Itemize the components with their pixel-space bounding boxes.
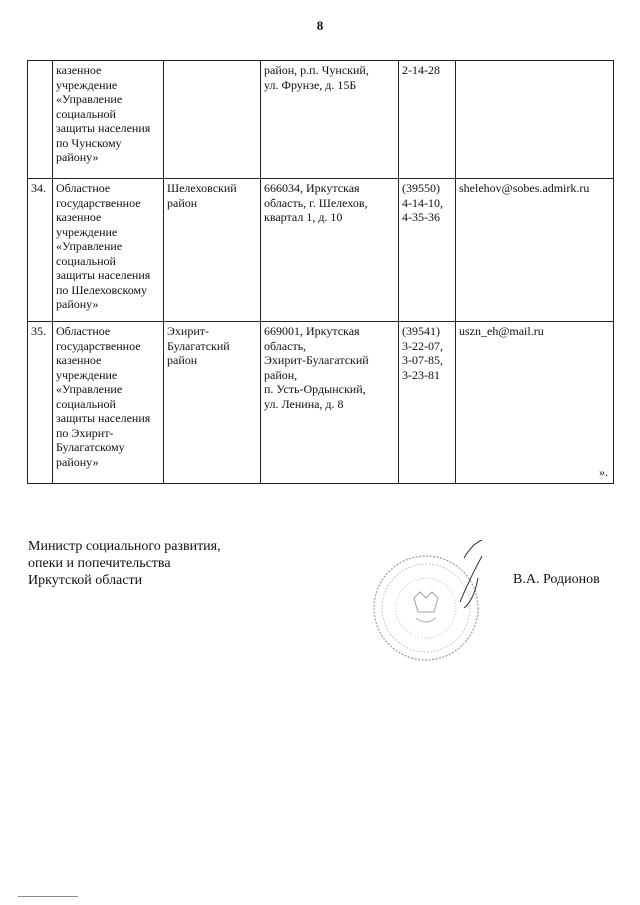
institution-phone: 2-14-28 — [399, 61, 456, 179]
institution-phone: (39541) 3-22-07, 3-07-85, 3-23-81 — [399, 322, 456, 484]
institution-email — [456, 61, 614, 179]
institution-email: shelehov@sobes.admirk.ru — [456, 179, 614, 322]
institution-phone: (39550) 4-14-10, 4-35-36 — [399, 179, 456, 322]
signatory-position-line: опеки и попечительства — [28, 556, 171, 571]
signatory-position-line: Иркутской области — [28, 573, 143, 588]
institution-name: казенное учреждение «Управление социальной защиты населения по Чунскому району» — [53, 61, 164, 179]
scan-edge-divider — [18, 896, 78, 897]
table-row — [28, 61, 614, 179]
signatory-position — [28, 538, 221, 589]
institution-name: Областное государственное казенное учреждение «Управление социальной защиты населения по Шелеховскому району» — [53, 179, 164, 322]
institution-name: Областное государственное казенное учреждение «Управление социальной защиты населения по Эхирит- Булагатскому району» — [53, 322, 164, 484]
page-number: 8 — [316, 18, 324, 33]
signatory-name: В.А. Родионов — [513, 572, 600, 587]
row-number — [28, 61, 53, 179]
institution-address: район, р.п. Чунский, ул. Фрунзе, д. 15Б — [261, 61, 399, 179]
district-name: Эхирит- Булагатский район — [164, 322, 261, 484]
signatory-position-line: Министр социального развития, — [28, 539, 221, 554]
institution-email: uszn_eh@mail.ru — [456, 322, 614, 484]
row-number: 35. — [28, 322, 53, 484]
table-row — [28, 179, 614, 322]
institutions-table — [27, 60, 614, 484]
official-seal-icon — [368, 540, 488, 670]
table-row — [28, 322, 614, 484]
district-name — [164, 61, 261, 179]
institution-address: 669001, Иркутская область, Эхирит-Булагатский район, п. Усть-Ордынский, ул. Ленина, д. 8 — [261, 322, 399, 484]
row-number: 34. — [28, 179, 53, 322]
district-name: Шелеховский район — [164, 179, 261, 322]
closing-quote-mark: ». — [599, 465, 608, 479]
institution-address: 666034, Иркутская область, г. Шелехов, квартал 1, д. 10 — [261, 179, 399, 322]
